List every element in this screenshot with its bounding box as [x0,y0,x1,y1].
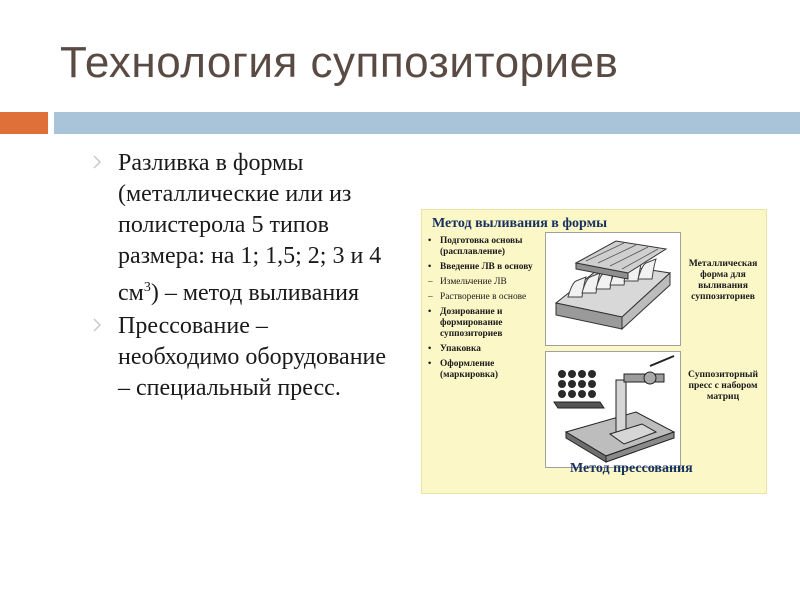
step-item: • Оформление (маркировка) [428,359,498,380]
accent-bar-orange [0,112,48,134]
step-item: • Дозирование и формирование суппозиториев [428,307,503,339]
step-item: – Растворение в основе [428,292,527,302]
mold-illustration [545,232,681,346]
mold-label: Металлическая форма для выливания суппозиториев [688,258,758,302]
step-item: • Введение ЛВ в основу [428,262,533,272]
slide-title: Технология суппозиториев [60,38,619,87]
process-steps [426,236,544,385]
bullet-text-tail: ) – метод выливания [150,280,360,306]
method-figure [421,209,767,494]
accent-bar-blue [54,112,800,134]
bullet-arrow-icon [90,150,104,170]
figure-bottom-title: Метод прессования [570,461,693,476]
bullet-item-pressing [90,311,390,404]
step-item: – Измельчение ЛВ [428,277,507,287]
step-item: • Подготовка основы (расплавление) [428,236,523,257]
step-item: • Упаковка [428,344,481,354]
press-label: Суппозиторный пресс с набором матриц [688,369,758,402]
bullet-superscript: 3 [143,280,151,295]
bullet-text: Прессование – необходимо оборудование – специальный пресс. [118,313,387,401]
bullet-list [90,148,390,406]
bullet-item-casting [90,148,390,309]
figure-title: Метод выливания в формы [432,216,608,231]
bullet-arrow-icon [90,313,104,333]
bullet-text: Разливка в формы (металлические или из полистерола 5 типов размера: на 1; 1,5; 2; 3 и 4 см [118,150,382,306]
press-illustration [545,351,681,468]
